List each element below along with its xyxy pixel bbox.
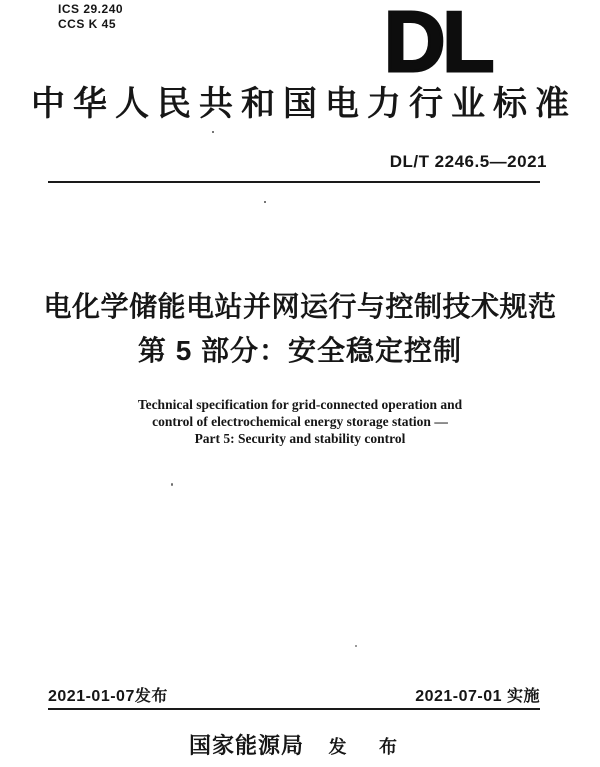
- title-en: [0, 396, 600, 447]
- standard-class-title: 中华人民共和国电力行业标准: [31, 86, 577, 123]
- header-rule: [48, 181, 540, 183]
- scan-speck: [212, 131, 214, 133]
- classification-codes: [58, 2, 123, 32]
- scan-speck: [171, 483, 173, 486]
- publisher-row: [0, 733, 600, 760]
- title-cn-line2: 第 5 部分：安全稳定控制: [137, 335, 463, 366]
- title-en-line3: Part 5: Security and stability control: [194, 431, 406, 446]
- implementation-date: 2021-07-01 实施: [415, 688, 540, 705]
- title-en-line1: Technical specification for grid-connected operation and: [137, 397, 463, 412]
- date-row: [48, 688, 540, 706]
- ccs-code: CCS K 45: [58, 17, 117, 31]
- standard-number: DL/T 2246.5—2021: [389, 152, 547, 171]
- footer-rule: [48, 708, 540, 710]
- title-en-line2: control of electrochemical energy storage station —: [152, 414, 448, 429]
- ics-code: ICS 29.240: [58, 2, 124, 16]
- dl-logo: DL: [384, 0, 492, 90]
- publisher-name: 国家能源局: [189, 733, 305, 758]
- publish-label: 发 布: [328, 737, 411, 757]
- scan-speck: [264, 201, 266, 203]
- scan-speck: [355, 645, 357, 647]
- issue-date: 2021-01-07发布: [48, 688, 168, 705]
- title-cn-line1: 电化学储能电站并网运行与控制技术规范: [43, 291, 557, 322]
